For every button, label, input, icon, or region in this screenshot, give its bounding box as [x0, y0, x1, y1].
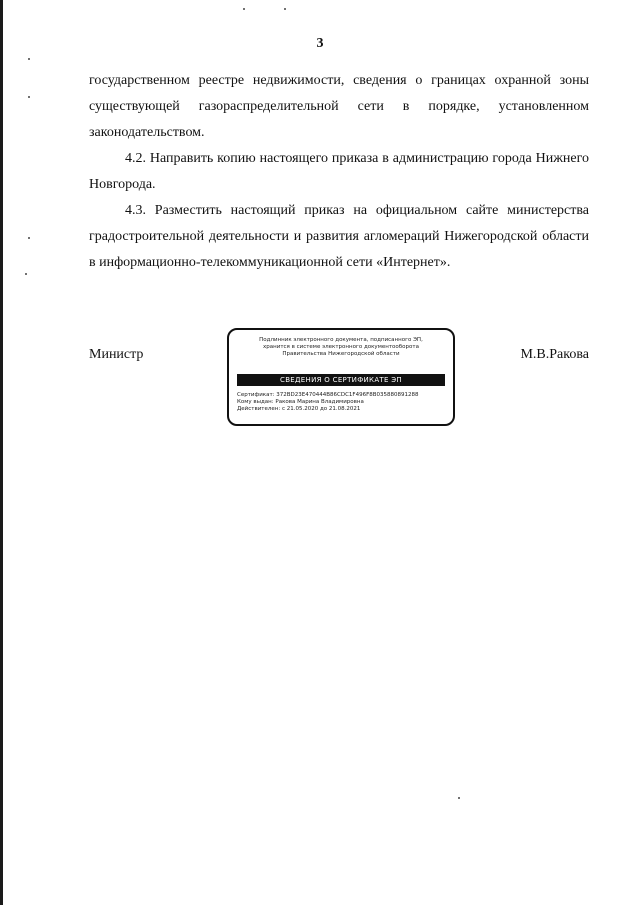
document-body	[89, 68, 589, 276]
page-left-border	[0, 0, 3, 905]
scan-speck	[458, 797, 460, 799]
paragraph-continuation: государственном реестре недвижимости, сведения о границах охранной зоны существующей газораспределительной сети в порядке, установленном законодательством.	[89, 73, 589, 140]
scan-speck	[28, 58, 30, 60]
paragraph-4-2: 4.2. Направить копию настоящего приказа в администрацию города Нижнего Новгорода.	[89, 151, 589, 192]
certificate-validity: Действителен: с 21.05.2020 до 21.08.2021	[237, 406, 361, 412]
page-number: 3	[316, 36, 324, 51]
scan-speck	[28, 237, 30, 239]
scan-speck	[284, 8, 286, 10]
stamp-details	[237, 392, 419, 413]
electronic-signature-stamp	[227, 328, 455, 426]
stamp-header-line: Подлинник электронного документа, подписанного ЭП,	[259, 337, 423, 343]
signatory-position: Министр	[89, 347, 144, 362]
certificate-number: Сертификат: 372BD23E470444B86CDC1F496F8B035880891288	[237, 392, 419, 398]
stamp-header-line: хранится в системе электронного документооборота	[263, 344, 419, 350]
scan-speck	[243, 8, 245, 10]
paragraph-4-3: 4.3. Разместить настоящий приказ на официальном сайте министерства градостроительной деятельности и развития агломераций Нижегородской области в информационно-телекоммуникационной сети «Интернет».	[89, 203, 589, 270]
signatory-name: М.В.Ракова	[520, 347, 589, 362]
stamp-header	[235, 337, 447, 358]
stamp-title: СВЕДЕНИЯ О СЕРТИФИКАТЕ ЭП	[237, 374, 445, 386]
stamp-header-line: Правительства Нижегородской области	[282, 351, 400, 357]
scan-speck	[28, 96, 30, 98]
certificate-owner: Кому выдан: Ракова Марина Владимировна	[237, 399, 364, 405]
scan-speck	[25, 273, 27, 275]
